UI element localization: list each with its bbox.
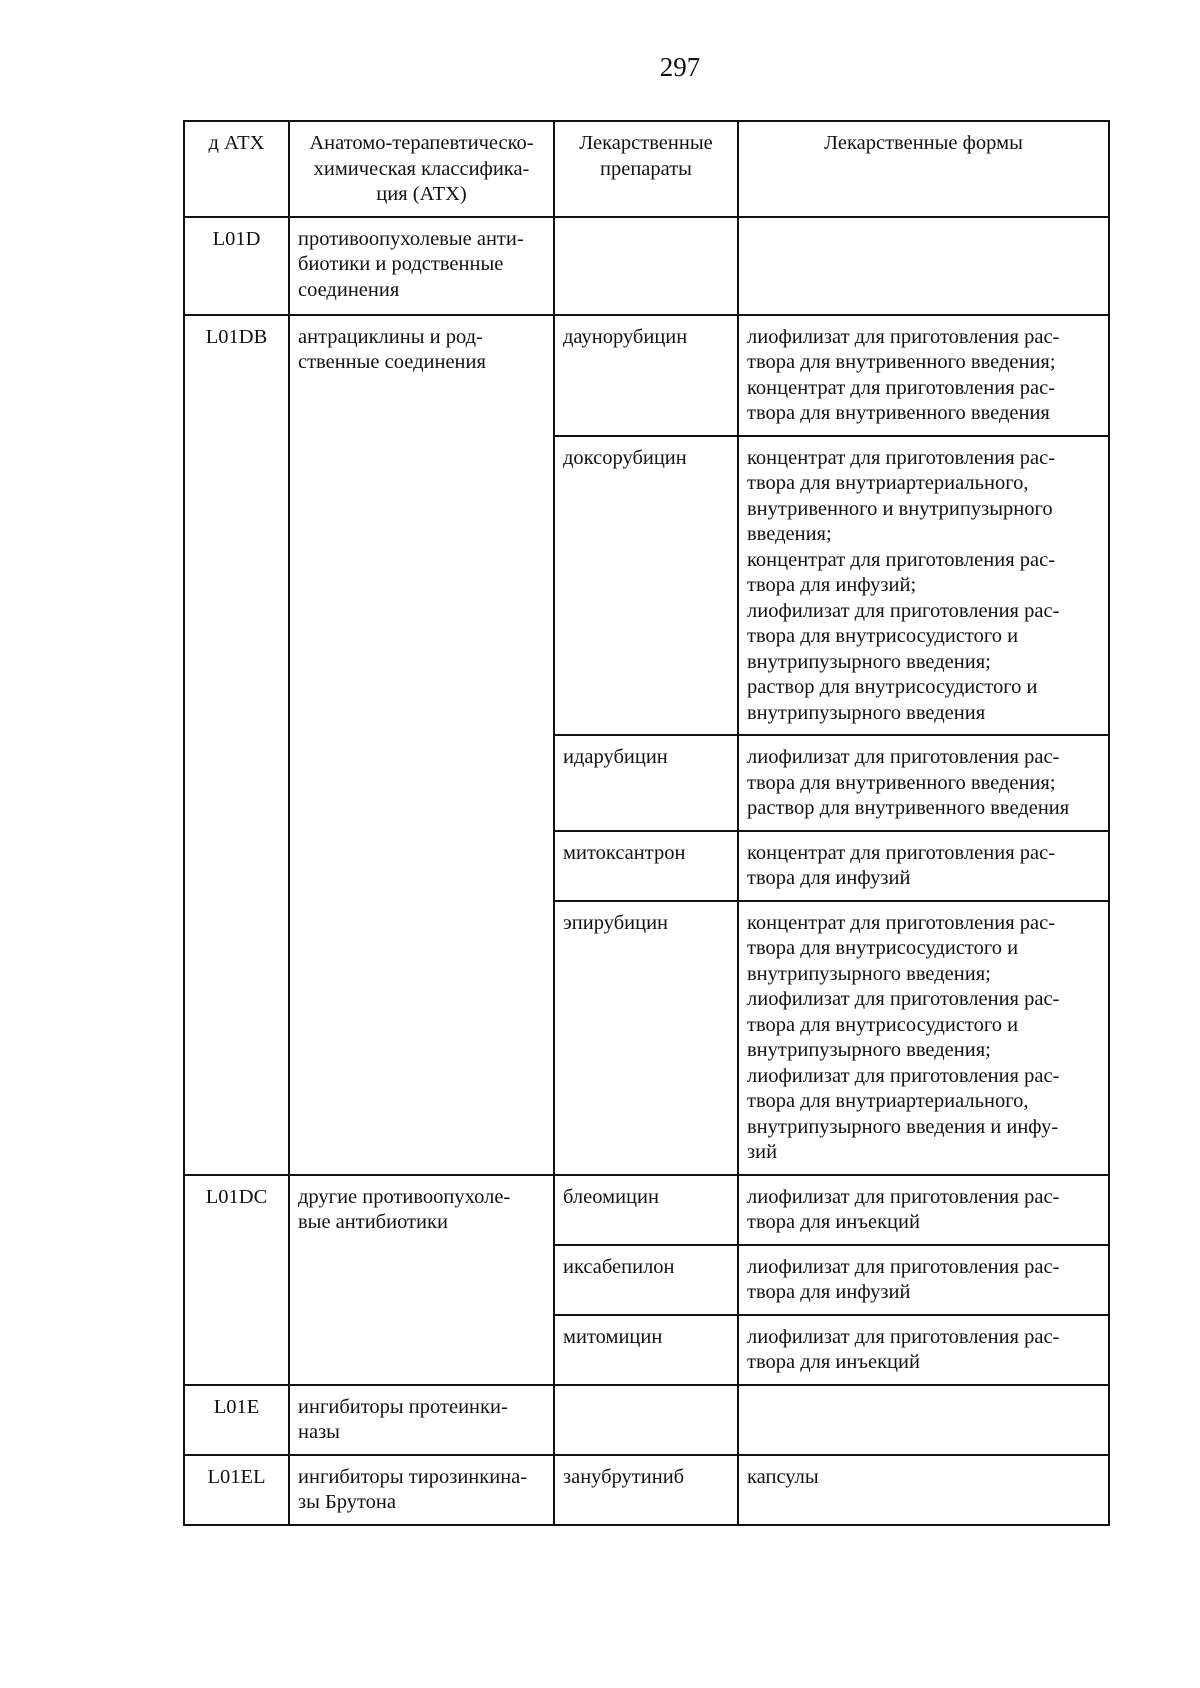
drug-cell: доксорубицин <box>554 436 738 736</box>
forms-cell: концентрат для приготовления рас- твора для внутрисосудистого и внутрипузырного введения; лиофилизат для приготовления рас- твора для внутрисосудистого и внутрипузырного введения; лиофилизат для приготовления рас- твора для внутриартериального, внутрипузырного введения и инфу- зий <box>738 901 1109 1175</box>
table-row <box>184 315 1109 436</box>
forms-cell: лиофилизат для приготовления рас- твора для инъекций <box>738 1315 1109 1385</box>
forms-cell: концентрат для приготовления рас- твора для инфузий <box>738 831 1109 901</box>
header-atx-classification: Анатомо-терапевтическо- химическая классифика- ция (АТХ) <box>289 121 554 217</box>
drug-cell: эпирубицин <box>554 901 738 1175</box>
header-atx-code: д АТХ <box>184 121 289 217</box>
forms-cell <box>738 217 1109 315</box>
forms-cell: лиофилизат для приготовления рас- твора для инъекций <box>738 1175 1109 1245</box>
drug-cell <box>554 217 738 315</box>
atx-code-cell: L01DC <box>184 1175 289 1385</box>
atx-code-cell: L01EL <box>184 1455 289 1525</box>
table-row <box>184 1175 1109 1245</box>
forms-cell: лиофилизат для приготовления рас- твора для инфузий <box>738 1245 1109 1315</box>
drug-cell: даунорубицин <box>554 315 738 436</box>
forms-cell: лиофилизат для приготовления рас- твора для внутривенного введения; концентрат для приготовления рас- твора для внутривенного введения <box>738 315 1109 436</box>
atx-table <box>183 120 1110 1526</box>
forms-cell: капсулы <box>738 1455 1109 1525</box>
atx-group-name: ингибиторы протеинки- назы <box>289 1385 554 1455</box>
drug-cell: митомицин <box>554 1315 738 1385</box>
atx-code-cell: L01E <box>184 1385 289 1455</box>
header-dosage-forms: Лекарственные формы <box>738 121 1109 217</box>
atx-code-cell: L01DB <box>184 315 289 1175</box>
table-row <box>184 1385 1109 1455</box>
page-number: 297 <box>659 52 701 82</box>
atx-group-name: антрациклины и род- ственные соединения <box>289 315 554 1175</box>
table-row <box>184 1455 1109 1525</box>
forms-cell: концентрат для приготовления рас- твора для внутриартериального, внутривенного и внутрипузырного введения; концентрат для приготовления рас- твора для инфузий; лиофилизат для приготовления рас- твора для внутрисосудистого и внутрипузырного введения; раствор для внутрисосудистого и внутрипузырного введения <box>738 436 1109 736</box>
drug-cell: идарубицин <box>554 735 738 831</box>
header-drugs: Лекарственные препараты <box>554 121 738 217</box>
drug-cell: занубрутиниб <box>554 1455 738 1525</box>
atx-group-name: ингибиторы тирозинкина- зы Брутона <box>289 1455 554 1525</box>
atx-group-name: другие противоопухоле- вые антибиотики <box>289 1175 554 1385</box>
drug-cell: блеомицин <box>554 1175 738 1245</box>
drug-cell <box>554 1385 738 1455</box>
forms-cell: лиофилизат для приготовления рас- твора для внутривенного введения; раствор для внутривенного введения <box>738 735 1109 831</box>
table-row <box>184 217 1109 315</box>
atx-code-cell: L01D <box>184 217 289 315</box>
atx-group-name: противоопухолевые анти- биотики и родственные соединения <box>289 217 554 315</box>
drug-cell: иксабепилон <box>554 1245 738 1315</box>
forms-cell <box>738 1385 1109 1455</box>
drug-cell: митоксантрон <box>554 831 738 901</box>
table-header-row <box>184 121 1109 217</box>
